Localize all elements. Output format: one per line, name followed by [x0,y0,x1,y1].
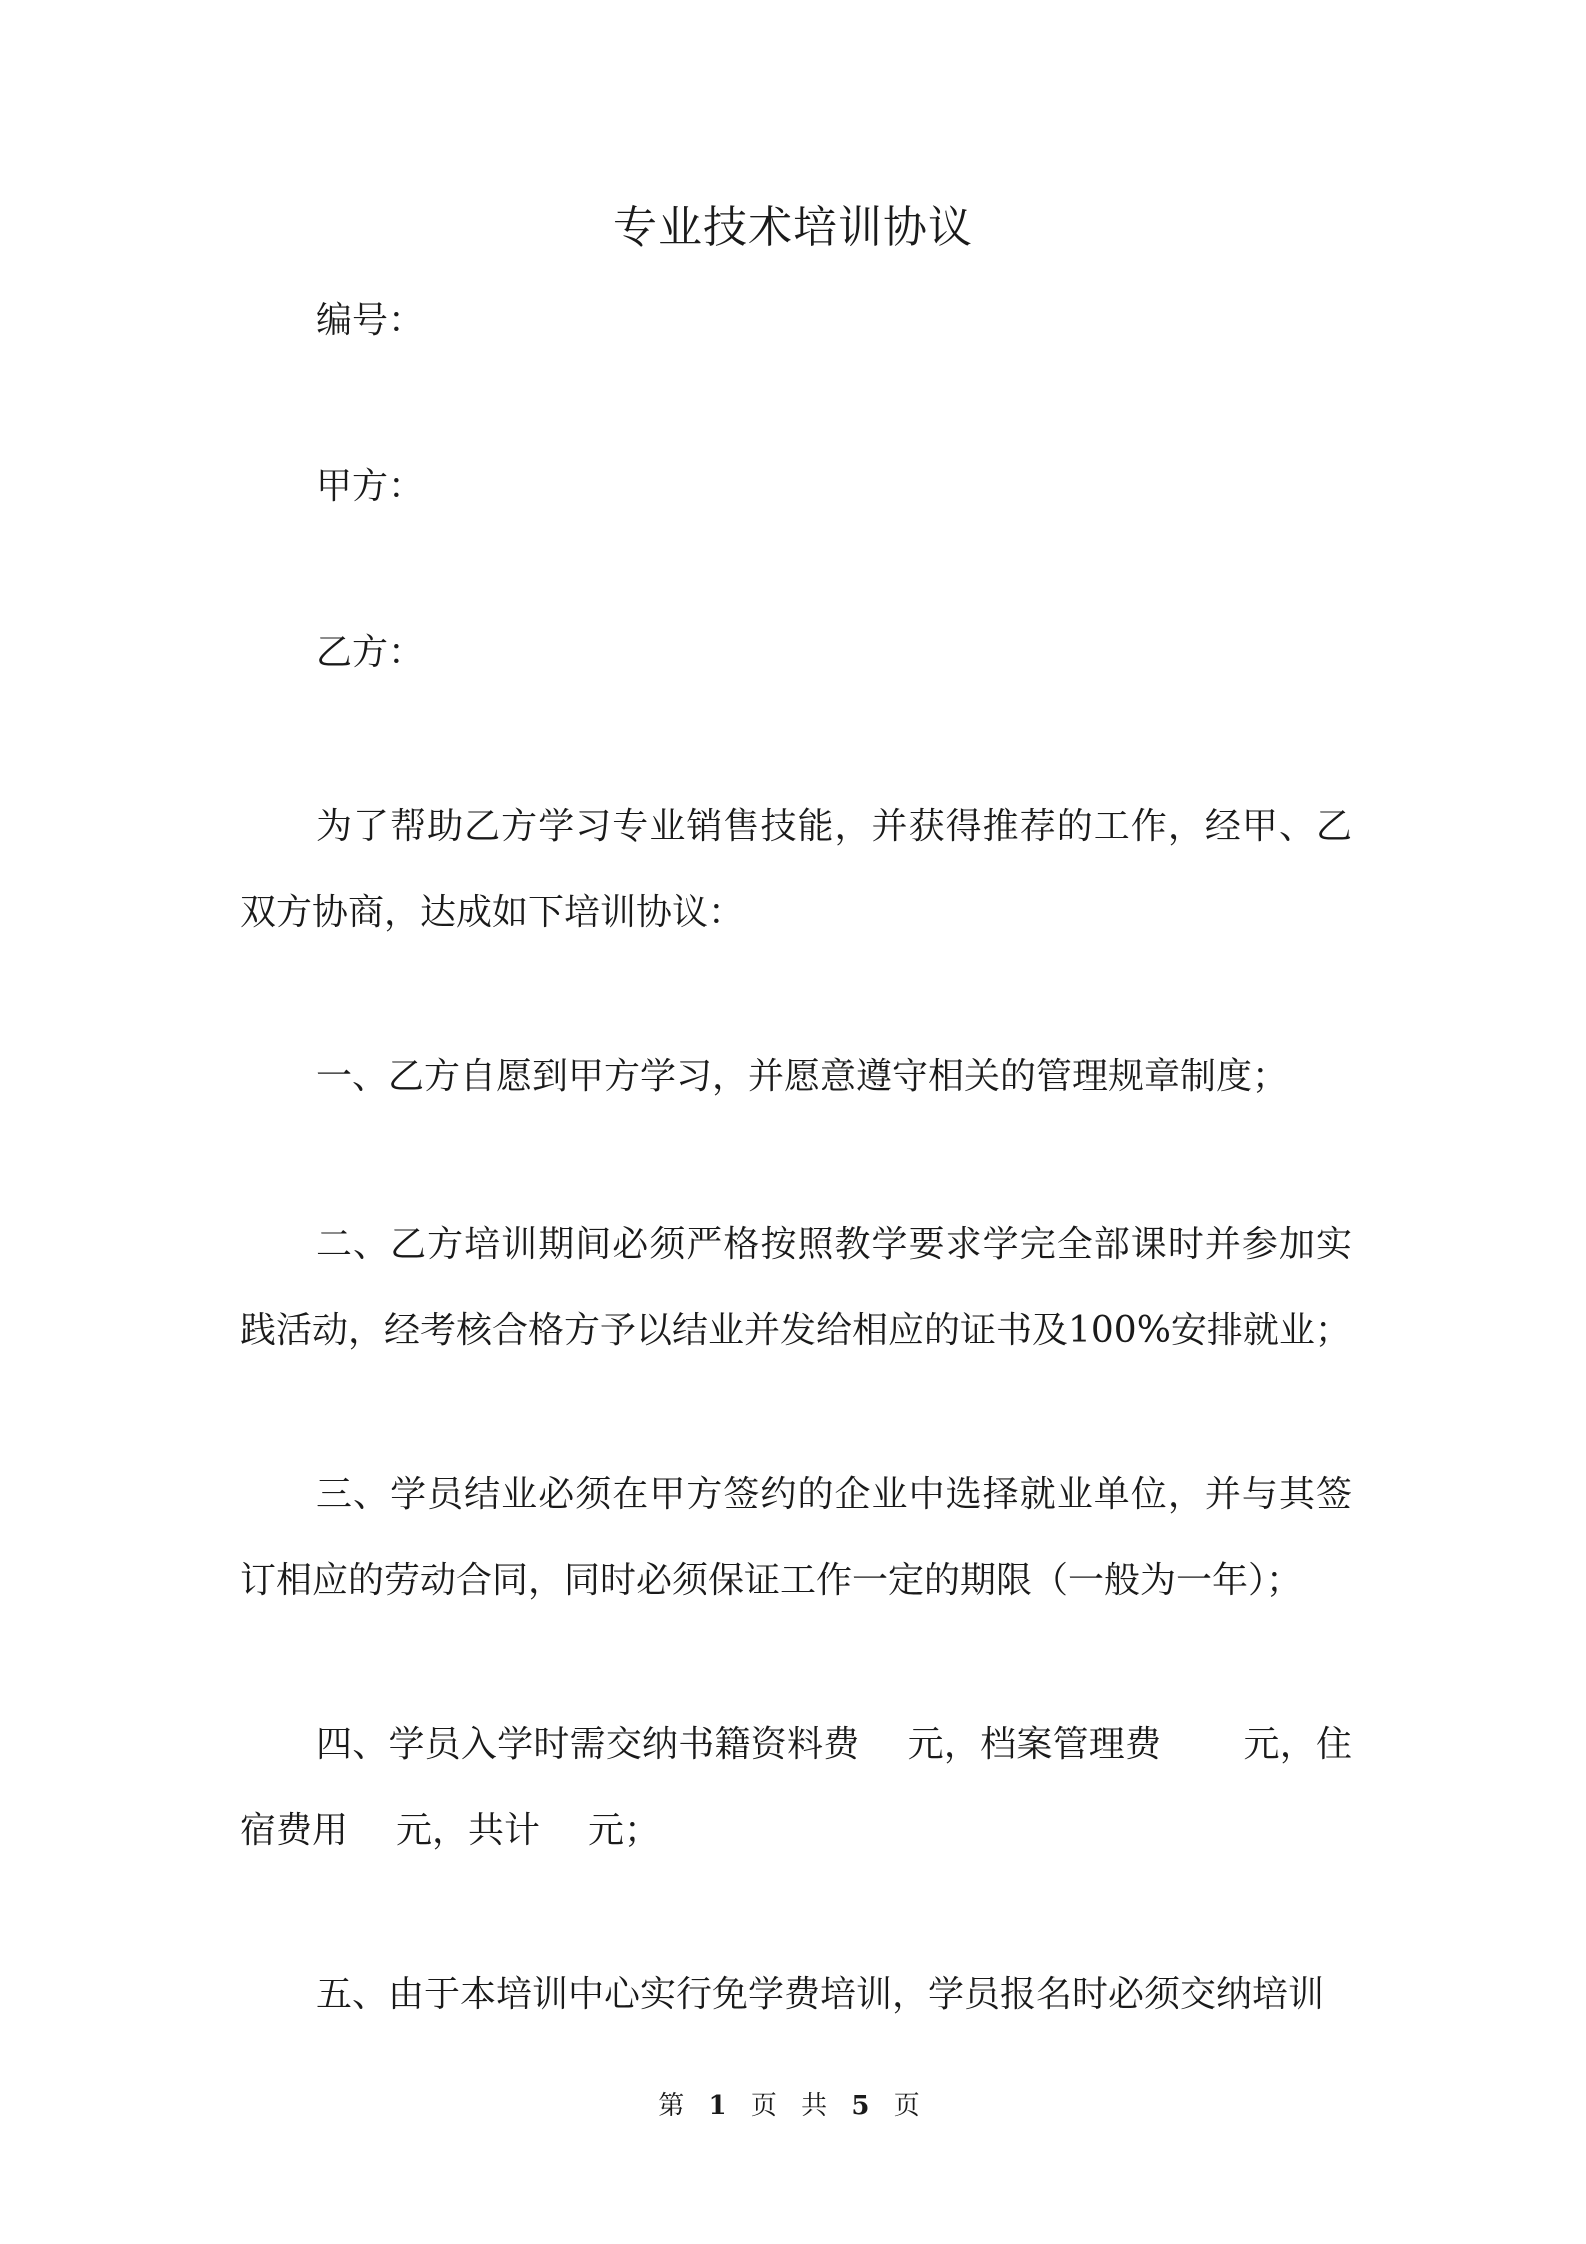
number-field-label: 编号： [316,300,425,341]
intro-paragraph: 为了帮助乙方学习专业销售技能，并获得推荐的工作，经甲、乙双方协商，达成如下培训协议： [240,806,1352,933]
clause-4-text-1: 四、学员入学时需交纳书籍资料费 [316,1724,860,1765]
clause-4-text-4: 元，共计 [396,1810,541,1851]
total-pages-number: 5 [851,2091,878,2121]
footer-suffix: 页 [893,2091,928,2121]
party-a-label: 甲方： [316,466,425,507]
clause-2: 二、乙方培训期间必须严格按照教学要求学完全部课时并参加实践活动，经考核合格方予以结业并发给相应的证书及100%安排就业； [240,1224,1352,1351]
party-b-label: 乙方： [316,632,425,673]
footer-prefix: 第 [658,2091,693,2121]
page-footer [0,2088,1586,2124]
clause-4-text-3: 元，住宿费用 [240,1724,1352,1851]
footer-middle: 页 共 [750,2091,836,2121]
clause-4 [240,1702,1352,1874]
clause-4-text-2: 元，档案管理费 [907,1724,1162,1765]
clause-1: 一、乙方自愿到甲方学习，并愿意遵守相关的管理规章制度； [316,1056,1289,1097]
clause-5: 五、由于本培训中心实行免学费培训，学员报名时必须交纳培训 [316,1974,1325,2015]
current-page-number: 1 [708,2091,735,2121]
clause-4-text-5: 元； [588,1810,661,1851]
document-title: 专业技术培训协议 [613,202,973,253]
clause-3: 三、学员结业必须在甲方签约的企业中选择就业单位，并与其签订相应的劳动合同，同时必须保证工作一定的期限（一般为一年）； [240,1474,1352,1601]
